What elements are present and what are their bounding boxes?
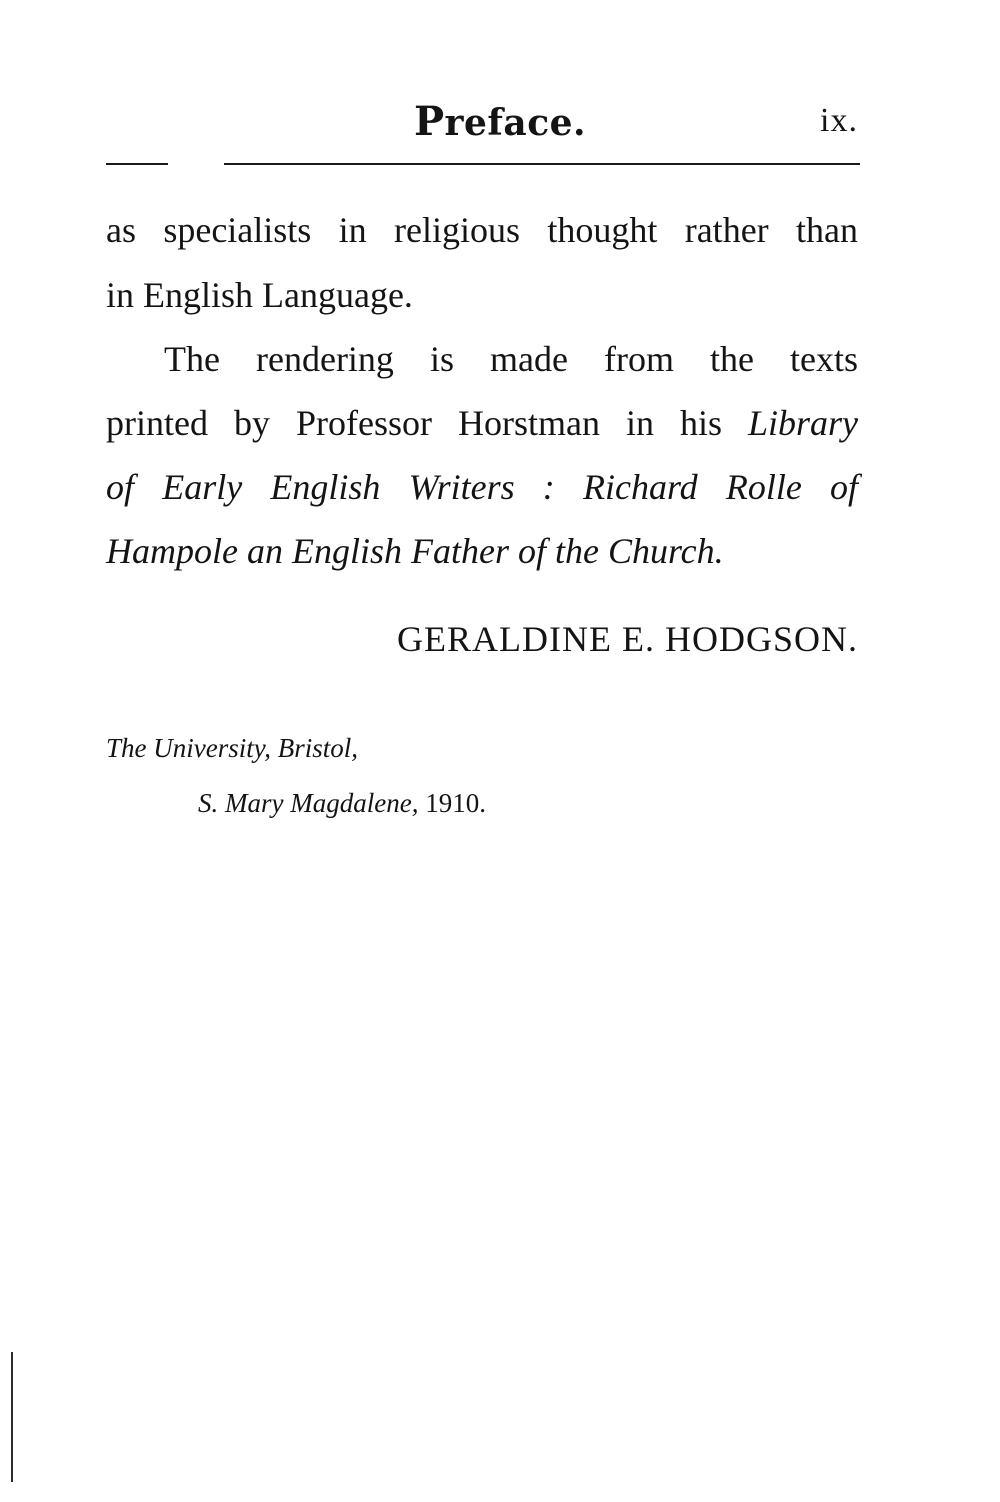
header-rule-left [106, 163, 168, 165]
scan-edge-mark [11, 1352, 13, 1482]
page-number: ix. [820, 102, 858, 139]
body-line-3: The rendering is made from the texts [164, 339, 858, 379]
body-line-1: as specialists in religious thought rather than [106, 210, 858, 250]
header-rule-right [224, 163, 860, 165]
body-line-5 [106, 465, 858, 509]
body-line-2: in English Language. [106, 275, 413, 315]
dateline-place-text: The University, Bristol, [106, 733, 358, 763]
body-line-6 [106, 529, 858, 573]
dateline-date [198, 785, 486, 821]
dateline-feast: S. Mary Magdalene, [198, 788, 419, 818]
dateline-place [106, 730, 358, 766]
author-signature: GERALDINE E. HODGSON. [397, 619, 858, 659]
running-head-initial: P [413, 98, 445, 145]
body-line-4-text: printed by Professor Horstman in his [106, 403, 748, 443]
body-line-4 [106, 401, 858, 445]
dateline-year: 1910. [425, 788, 486, 818]
body-line-6-title: Hampole an English Father of the Church. [106, 531, 724, 571]
body-line-5-title: of Early English Writers : Richard Rolle of [106, 467, 858, 507]
body-line-4-title: Library [747, 403, 858, 443]
running-head-rest: reface. [444, 102, 587, 144]
